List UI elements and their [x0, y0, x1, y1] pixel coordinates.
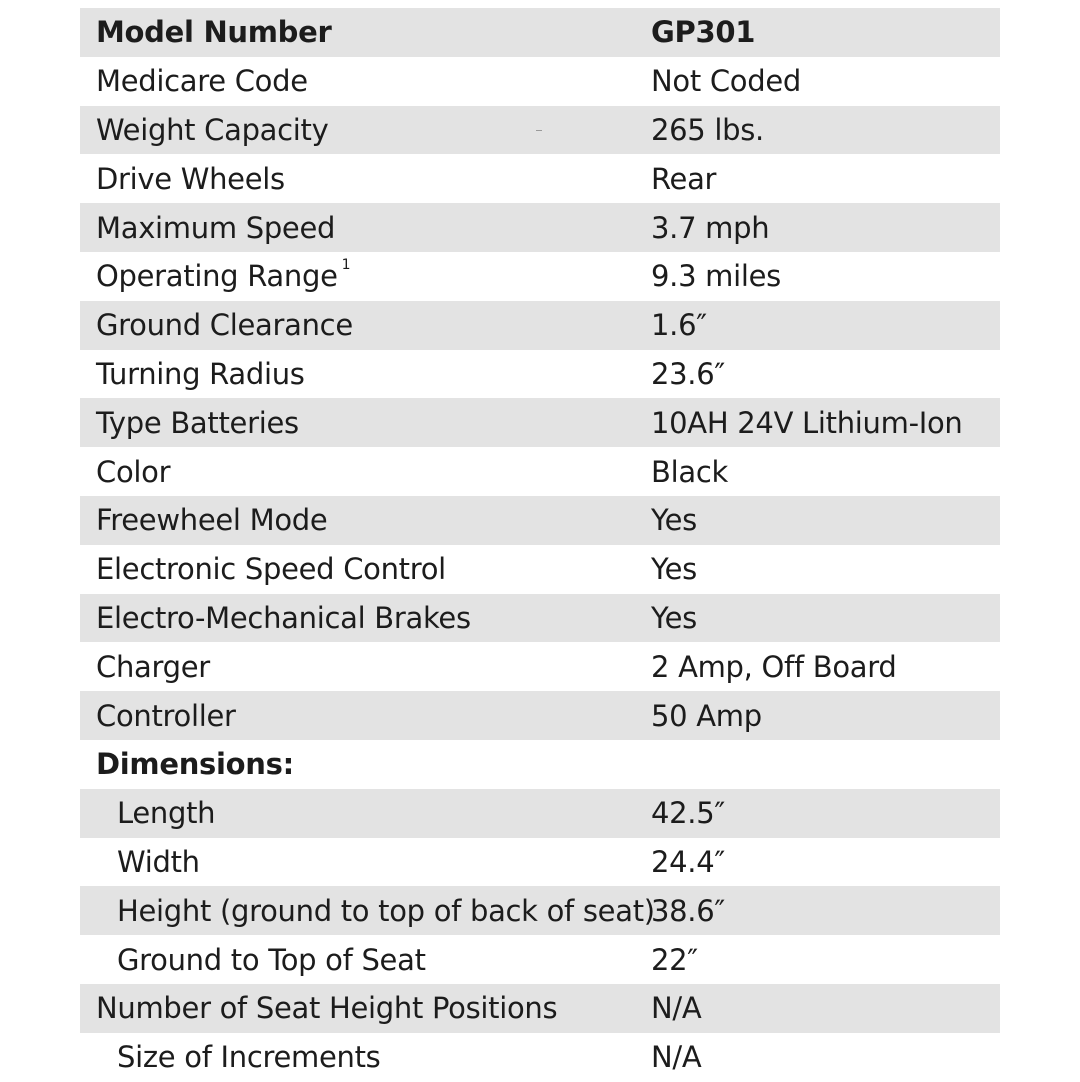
spec-label: Controller: [96, 698, 236, 733]
spec-label: Electronic Speed Control: [96, 552, 446, 587]
spec-value: Yes: [651, 552, 697, 587]
spec-label: Medicare Code: [96, 64, 308, 99]
spec-label: Size of Increments: [117, 1040, 381, 1075]
spec-label: Ground Clearance: [96, 308, 353, 343]
spec-row-medicare-code: [80, 57, 1000, 106]
spec-value: 1.6″: [651, 308, 707, 343]
spec-row-model-number: [80, 8, 1000, 57]
spec-label: Weight Capacity: [96, 112, 329, 147]
spec-value: 3.7 mph: [651, 210, 770, 245]
spec-label: Operating Range: [96, 259, 338, 294]
spec-value: Yes: [651, 600, 697, 635]
spec-label-container: [80, 113, 651, 147]
spec-row-size-of-increments: [80, 1033, 1000, 1082]
section-heading-dimensions: [80, 740, 1000, 789]
spec-label: Length: [117, 796, 216, 831]
spec-row-color: [80, 447, 1000, 496]
spec-row-ground-clearance: [80, 301, 1000, 350]
spec-label: Ground to Top of Seat: [117, 942, 426, 977]
spec-row-controller: [80, 691, 1000, 740]
spec-value: 265 lbs.: [651, 112, 764, 147]
spec-value: Rear: [651, 161, 717, 196]
spec-label: Drive Wheels: [96, 161, 285, 196]
spec-label: Turning Radius: [96, 356, 305, 391]
spec-label: Width: [117, 844, 200, 879]
spec-label: Electro-Mechanical Brakes: [96, 600, 471, 635]
spec-value: 2 Amp, Off Board: [651, 649, 897, 684]
spec-label: Model Number: [96, 15, 332, 50]
spec-row-freewheel-mode: [80, 496, 1000, 545]
spec-label: Height (ground to top of back of seat): [117, 893, 655, 928]
spec-row-height: [80, 886, 1000, 935]
spec-label: Maximum Speed: [96, 210, 336, 245]
spec-value: 24.4″: [651, 844, 725, 879]
spec-value: 38.6″: [651, 893, 725, 928]
spec-row-maximum-speed: [80, 203, 1000, 252]
spec-value: 22″: [651, 942, 698, 977]
spec-label: Type Batteries: [96, 405, 299, 440]
spec-row-drive-wheels: [80, 154, 1000, 203]
spec-row-electronic-speed-control: [80, 545, 1000, 594]
spec-row-ground-to-top-of-seat: [80, 935, 1000, 984]
spec-value: GP301: [651, 15, 756, 50]
spec-value: N/A: [651, 991, 702, 1026]
spec-value: 42.5″: [651, 796, 725, 831]
spec-label: Number of Seat Height Positions: [96, 991, 558, 1026]
stray-dash-mark: [536, 130, 542, 131]
spec-row-type-batteries: [80, 398, 1000, 447]
spec-value: 9.3 miles: [651, 259, 781, 294]
spec-label: Freewheel Mode: [96, 503, 328, 538]
footnote-marker: 1: [341, 257, 351, 274]
spec-row-length: [80, 789, 1000, 838]
spec-value: Not Coded: [651, 64, 801, 99]
spec-label: Charger: [96, 649, 210, 684]
spec-value: 50 Amp: [651, 698, 762, 733]
section-heading: Dimensions:: [96, 747, 294, 782]
spec-value: 10AH 24V Lithium-Ion: [651, 405, 963, 440]
spec-row-seat-height-positions: [80, 984, 1000, 1033]
spec-value: 23.6″: [651, 356, 725, 391]
spec-row-turning-radius: [80, 350, 1000, 399]
spec-row-charger: [80, 642, 1000, 691]
spec-row-operating-range: [80, 252, 1000, 301]
spec-row-weight-capacity: [80, 106, 1000, 155]
spec-table: [80, 8, 1000, 1082]
spec-value: Yes: [651, 503, 697, 538]
spec-row-electro-mechanical-brakes: [80, 594, 1000, 643]
spec-value: N/A: [651, 1040, 702, 1075]
spec-label: Color: [96, 454, 171, 489]
spec-row-width: [80, 838, 1000, 887]
spec-label-container: [80, 259, 651, 293]
spec-value: Black: [651, 454, 728, 489]
